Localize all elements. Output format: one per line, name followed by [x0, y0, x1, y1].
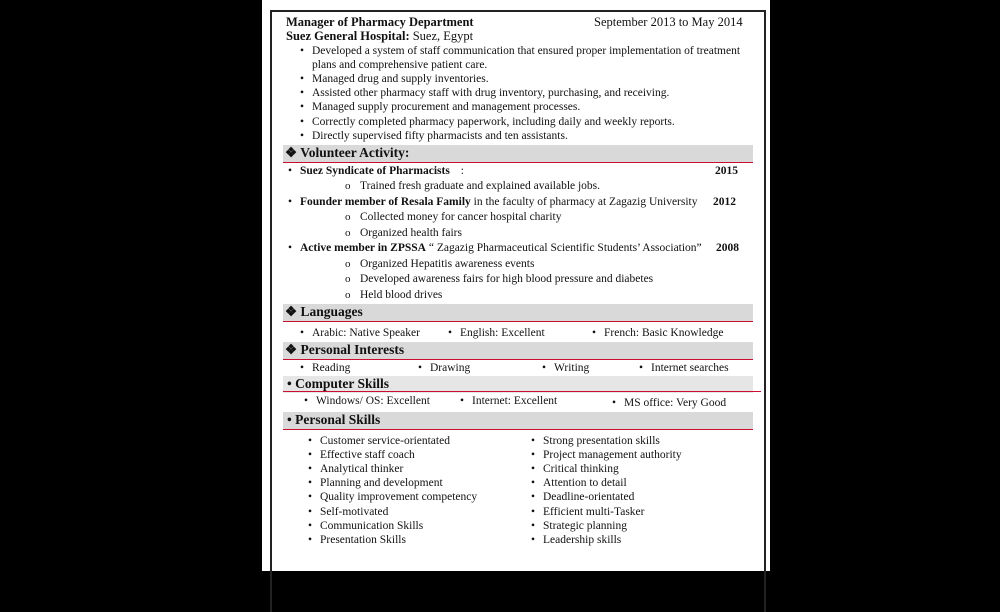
volunteer-year: 2015	[715, 165, 738, 177]
personal-skill: • Leadership skills	[543, 534, 621, 546]
section-heading: ❖ Personal Interests	[285, 342, 405, 357]
volunteer-item	[300, 165, 464, 177]
volunteer-year: 2012	[713, 196, 736, 208]
volunteer-org: Suez Syndicate of Pharmacists	[300, 165, 450, 177]
volunteer-subitem: o Organized Hepatitis awareness events	[360, 258, 534, 270]
job-bullet: • Developed a system of staff communication that ensured proper implementation of treatment	[312, 45, 740, 57]
volunteer-desc: in the faculty of pharmacy at Zagazig University	[470, 196, 698, 208]
section-heading: ❖ Languages	[285, 304, 363, 319]
interest-item: • Writing	[554, 362, 589, 374]
job-dates: September 2013 to May 2014	[594, 15, 743, 29]
volunteer-desc: “ Zagazig Pharmaceutical Scientific Students’ Association”	[425, 242, 702, 254]
personal-skill: • Project management authority	[543, 449, 682, 461]
section-heading: • Computer Skills	[287, 376, 389, 391]
volunteer-year: 2008	[716, 242, 739, 254]
personal-skill: • Effective staff coach	[320, 449, 415, 461]
personal-skill: • Strong presentation skills	[543, 435, 660, 447]
job-bullet: • Assisted other pharmacy staff with drug inventory, purchasing, and receiving.	[312, 87, 669, 99]
personal-skill: • Planning and development	[320, 477, 443, 489]
section-heading: ❖ Volunteer Activity:	[285, 145, 410, 160]
interest-item: • Internet searches	[651, 362, 729, 374]
section-languages	[283, 304, 753, 322]
personal-skill: • Attention to detail	[543, 477, 627, 489]
volunteer-subitem: o Trained fresh graduate and explained available jobs.	[360, 180, 600, 192]
personal-skill: • Strategic planning	[543, 520, 627, 532]
personal-skill: • Communication Skills	[320, 520, 423, 532]
personal-skill: • Critical thinking	[543, 463, 619, 475]
personal-skill: • Deadline-orientated	[543, 491, 634, 503]
job-employer	[286, 29, 473, 44]
employer-location: Suez, Egypt	[412, 29, 474, 43]
volunteer-desc: :	[460, 165, 464, 177]
language-item: • English: Excellent	[460, 327, 545, 339]
computer-skill: • Internet: Excellent	[472, 395, 557, 407]
section-personal-skills	[283, 412, 753, 430]
job-bullet-continued: plans and comprehensive patient care.	[312, 59, 488, 71]
personal-skill: • Self-motivated	[320, 506, 388, 518]
interest-item: • Drawing	[430, 362, 470, 374]
volunteer-item	[300, 196, 698, 208]
computer-skill: • MS office: Very Good	[624, 397, 726, 409]
job-bullet: • Correctly completed pharmacy paperwork, including daily and weekly reports.	[312, 116, 675, 128]
volunteer-subitem: o Held blood drives	[360, 289, 442, 301]
section-heading: • Personal Skills	[287, 412, 381, 427]
personal-skill: • Quality improvement competency	[320, 491, 477, 503]
job-title: Manager of Pharmacy Department	[286, 15, 474, 29]
personal-skill: • Analytical thinker	[320, 463, 403, 475]
volunteer-subitem: o Organized health fairs	[360, 227, 462, 239]
volunteer-org: Founder member of Resala Family	[300, 196, 471, 208]
computer-skill: • Windows/ OS: Excellent	[316, 395, 430, 407]
section-interests	[283, 342, 753, 360]
job-bullet: • Managed drug and supply inventories.	[312, 73, 489, 85]
volunteer-item	[300, 242, 702, 254]
section-rule	[283, 391, 761, 392]
personal-skill: • Customer service-orientated	[320, 435, 450, 447]
section-volunteer	[283, 145, 753, 163]
volunteer-subitem: o Collected money for cancer hospital charity	[360, 211, 562, 223]
language-item: • French: Basic Knowledge	[604, 327, 723, 339]
personal-skill: • Presentation Skills	[320, 534, 406, 546]
personal-skill: • Efficient multi-Tasker	[543, 506, 645, 518]
job-bullet: • Managed supply procurement and management processes.	[312, 101, 580, 113]
volunteer-org: Active member in ZPSSA	[300, 242, 426, 254]
interest-item: • Reading	[312, 362, 350, 374]
volunteer-subitem: o Developed awareness fairs for high blood pressure and diabetes	[360, 273, 653, 285]
language-item: • Arabic: Native Speaker	[312, 327, 420, 339]
employer-name: Suez General Hospital:	[286, 29, 410, 43]
job-bullet: • Directly supervised fifty pharmacists and ten assistants.	[312, 130, 568, 142]
